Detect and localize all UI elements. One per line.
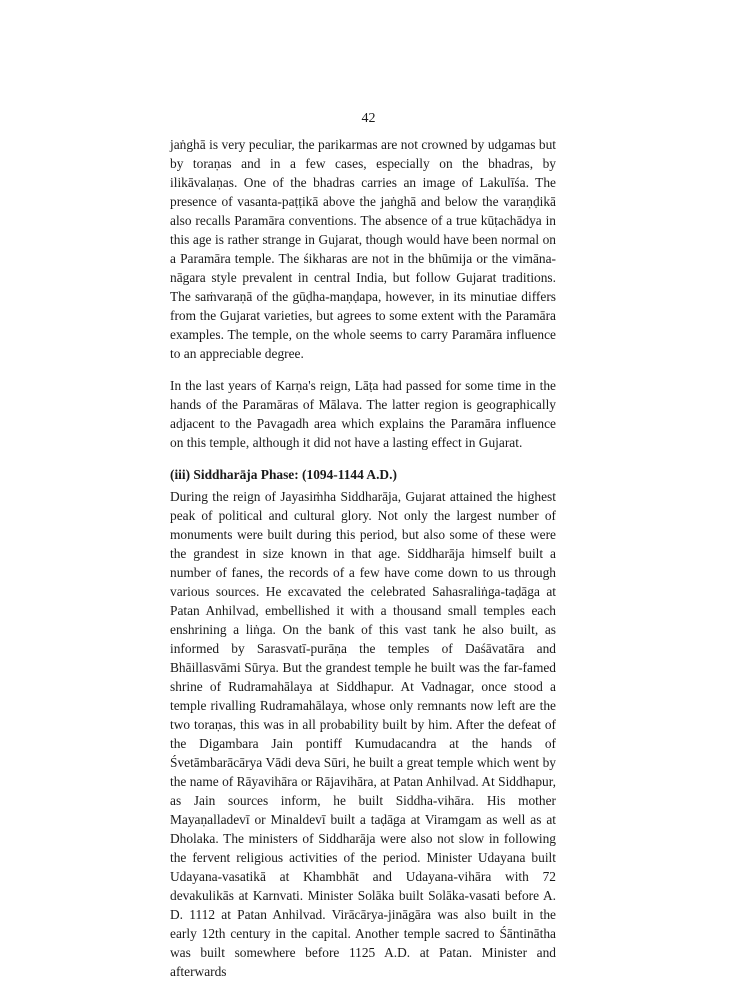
page-number: 42	[361, 111, 376, 126]
body-text	[170, 135, 556, 981]
paragraph-3: During the reign of Jayasiṁha Siddharāja, Gujarat attained the highest peak of political and cultural glory. Not only the largest number of monuments were built during this period, but also some of these were the grandest in size known in that age. Siddharāja himself built a number of fanes, the records of a few have come down to us through various sources. He excavated the celebrated Sahasraliṅga-taḍāga at Patan Anhilvad, embellished it with a thousand small temples each enshrining a liṅga. On the bank of this vast tank he also built, as informed by Sarasvatī-purāṇa the temples of Daśāvatāra and Bhāillasvāmi Sūrya. But the grandest temple he built was the far-famed shrine of Rudramahālaya at Siddhapur. At Vadnagar, once stood a temple rivalling Rudramahālaya, whose only remnants now left are the two toraṇas, this was in all probability built by him. After the defeat of the Digambara Jain pontiff Kumudacandra at the hands of Śvetāmbarācārya Vādi deva Sūri, he built a great temple which went by the name of Rāyavihāra or Rājavihāra, at Patan Anhilvad. At Siddhapur, as Jain sources inform, he built Siddha-vihāra. His mother Mayaṇalladevī or Minaldevī built a taḍāga at Viramgam as well as at Dholaka. The ministers of Siddharāja were also not slow in following the fervent religious activities of the period. Minister Udayana built Udayana-vasatikā at Khambhāt and Udayana-vihāra with 72 devakulikās at Karnvati. Minister Solāka built Solāka-vasati before A. D. 1112 at Patan Anhilvad. Virācārya-jināgāra was also built in the early 12th century in the capital. Another temple sacred to Śāntinātha was built somewhere before 1125 A.D. at Patan. Minister and afterwards	[170, 489, 556, 979]
paragraph-2: In the last years of Karṇa's reign, Lāṭa had passed for some time in the hands of the Paramāras of Mālava. The latter region is geographically adjacent to the Pavagadh area which explains the Paramāra influence on this temple, although it did not have a lasting effect in Gujarat.	[170, 378, 556, 450]
paragraph-1: jaṅghā is very peculiar, the parikarmas are not crowned by udgamas but by toraṇas and in a few cases, especially on the bhadras, by ilikāvalaṇas. One of the bhadras carries an image of Lakulīśa. The presence of vasanta-paṭṭikā above the jaṅghā and below the varaṇḍikā also recalls Paramāra conventions. The absence of a true kūṭachādya in this age is rather strange in Gujarat, though would have been normal on a Paramāra temple. The śikharas are not in the bhūmija or the vimāna-nāgara style prevalent in central India, but follow Gujarat traditions. The saṁvaraṇā of the gūḍha-maṇḍapa, however, in its minutiae differs from the Gujarat varieties, but agrees to some extent with the Paramāra examples. The temple, on the whole seems to carry Paramāra influence to an appreciable degree.	[170, 137, 556, 361]
section-heading: (iii) Siddharāja Phase: (1094-1144 A.D.)	[170, 467, 397, 482]
